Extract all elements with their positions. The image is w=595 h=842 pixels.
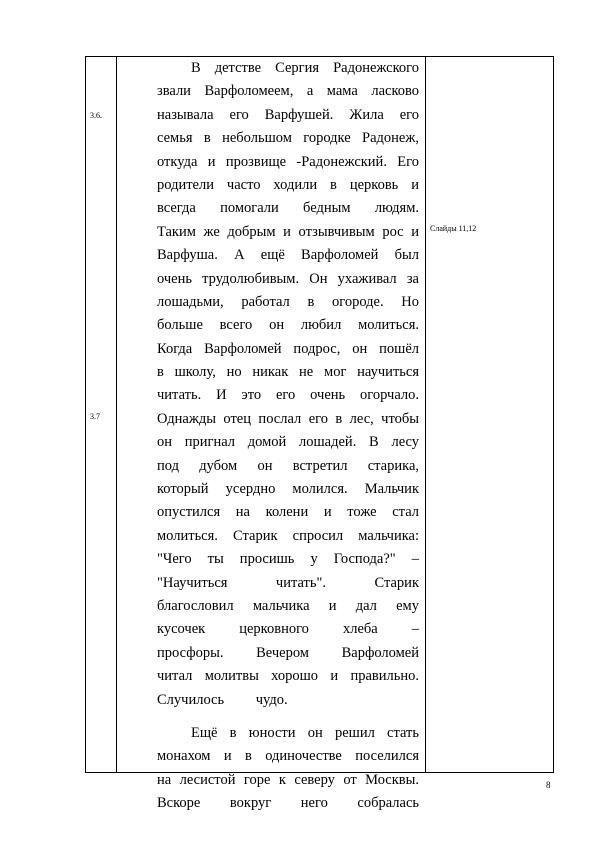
text-line: откуда и прозвище -Радонежский. Его <box>157 153 419 170</box>
text-line: семья в небольшом городке Радонеж, <box>157 130 419 147</box>
text-line: называла его Варфушей. Жила его <box>157 106 419 123</box>
text-line: больше всего он любил молиться. <box>157 317 419 334</box>
text-line: монахом и в одиночестве поселился <box>157 748 419 765</box>
content-table <box>85 56 554 812</box>
paragraph-gap <box>157 712 419 722</box>
text-line: опустился на колени и тоже стал <box>157 504 419 521</box>
column-divider-1 <box>116 57 117 772</box>
text-line: в школу, но никак не мог научиться <box>157 364 419 381</box>
text-line: молиться. Старик спросил мальчика: <box>157 527 419 544</box>
column-divider-2 <box>425 57 426 772</box>
text-line: просфоры. Вечером Варфоломей <box>157 644 419 661</box>
text-line: "Чего ты просишь у Господа?" – <box>157 551 419 568</box>
text-line: Варфуша. А ещё Варфоломей был <box>157 247 419 264</box>
text-line: "Научиться читать". Старик <box>157 574 419 591</box>
text-line: благословил мальчика и дал ему <box>157 597 419 614</box>
text-line: под дубом он встретил старика, <box>157 457 419 474</box>
text-line: Таким же добрым и отзывчивым рос и <box>157 223 419 240</box>
text-line: Однажды отец послал его в лес, чтобы <box>157 410 419 427</box>
text-line: читал молитвы хорошо и правильно. <box>157 668 419 685</box>
row-number-3-6: 3.6. <box>90 111 102 120</box>
page-number: 8 <box>546 780 551 790</box>
text-line: он пригнал домой лошадей. В лесу <box>157 434 419 451</box>
text-line: родители часто ходили в церковь и <box>157 176 419 193</box>
text-line: всегда помогали бедным людям. <box>157 200 419 217</box>
row-number-3-7: 3.7 <box>90 412 100 421</box>
text-line: В детстве Сергия Радонежского <box>191 60 419 76</box>
text-line: очень трудолюбивым. Он ухаживал за <box>157 270 419 287</box>
text-line: Случилось чудо. <box>157 691 288 708</box>
slides-note: Слайды 11,12 <box>430 224 477 233</box>
text-line: лошадьми, работал в огороде. Но <box>157 293 419 310</box>
text-line: Когда Варфоломей подрос, он пошёл <box>157 340 419 357</box>
text-line: кусочек церковного хлеба – <box>157 621 419 638</box>
text-line: читать. И это его очень огорчало. <box>157 387 419 404</box>
text-line: звали Варфоломеем, а мама ласково <box>157 83 419 100</box>
text-line: Ещё в юности он решил стать <box>191 724 419 741</box>
text-line: на лесистой горе к северу от Москвы. <box>157 771 419 788</box>
story-text <box>157 57 419 816</box>
text-line: который усердно молился. Мальчик <box>157 481 419 498</box>
text-line: Вскоре вокруг него собралась <box>157 795 419 812</box>
